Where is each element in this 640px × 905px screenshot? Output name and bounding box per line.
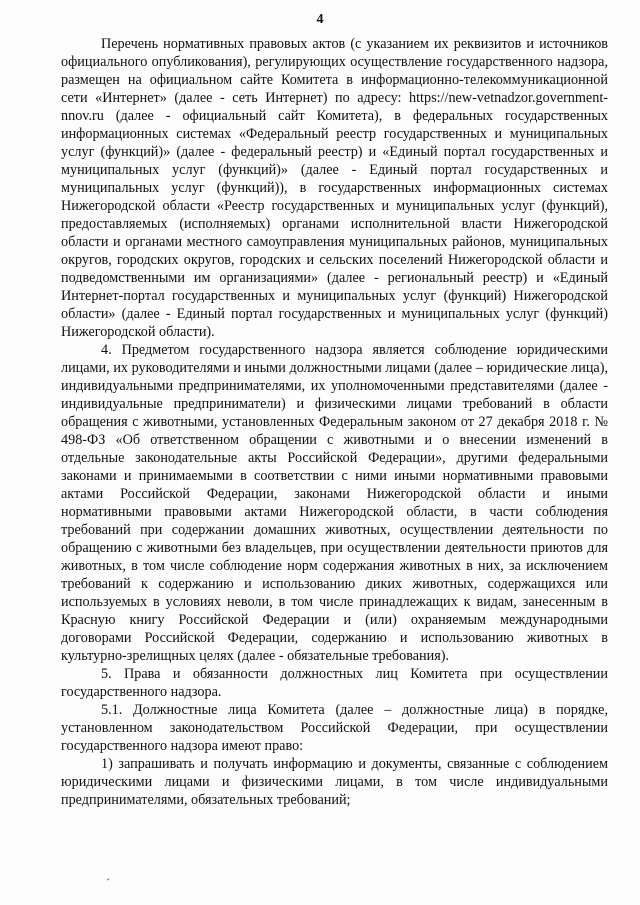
paragraph-request-information: 1) запрашивать и получать информацию и документы, связанные с соблюдением юридическими лицами и физическими лицами, в том числе индивидуальными предпринимателями, обязательных требований; — [61, 756, 608, 808]
paragraph-officials-rights: 5.1. Должностные лица Комитета (далее – должностные лица) в порядке, установленном законодательством Российской Федерации, при осуществлении государственного надзора имеют право: — [61, 702, 608, 754]
document-body — [61, 35, 608, 809]
paragraph-regulatory-acts-list: Перечень нормативных правовых актов (с указанием их реквизитов и источников официального опубликования), регулирующих осуществление государственного надзора, размещен на официальном сайте Комитета в информационно-телекоммуникационной сети «Интернет» (далее - сеть Интернет) по адресу: https://new-vetnadzor.government-nnov.ru (далее - официальный сайт Комитета), в федеральных государственных информационных системах «Федеральный реестр государственных и муниципальных услуг (функций)» (далее - федеральный реестр) и «Единый портал государственных и муниципальных услуг (функций)» (далее - Единый портал государственных и муниципальных услуг (функций)), в государственных информационных системах Нижегородской области «Реестр государственных и муниципальных услуг (функций), предоставляемых (исполняемых) органами исполнительной власти Нижегородской области и органами местного самоуправления муниципальных районов, муниципальных округов, городских округов, городских и сельских поселений Нижегородской области и подведомственными им организациями» (далее - региональный реестр) и «Единый Интернет-портал государственных и муниципальных услуг (функций) Нижегородской области» (далее - Единый портал государственных и муниципальных услуг (функций) Нижегородской области). — [61, 36, 608, 340]
page-number: 4 — [316, 12, 324, 27]
paragraph-officials-rights-heading: 5. Права и обязанности должностных лиц Комитета при осуществлении государственного надзора. — [61, 666, 608, 700]
paragraph-supervision-subject: 4. Предметом государственного надзора является соблюдение юридическими лицами, их руководителями и иными должностными лицами (далее – юридические лица), индивидуальными предпринимателями, их уполномоченными представителями (далее - индивидуальные предприниматели) и физическими лицами требований в области обращения с животными, установленных Федеральным законом от 27 декабря 2018 г. № 498-ФЗ «Об ответственном обращении с животными и о внесении изменений в отдельные законодательные акты Российской Федерации», другими федеральными законами и принимаемыми в соответствии с ними иными нормативными правовыми актами Российской Федерации, законами Нижегородской области и иными нормативными правовыми актами Нижегородской области, в части соблюдения требований при содержании домашних животных, осуществлении деятельности по обращению с животными без владельцев, при осуществлении деятельности приютов для животных, в том числе соблюдение норм содержания животных в них, за исключением требований к содержанию и использованию диких животных, содержащихся или используемых в условиях неволи, в том числе принадлежащих к видам, занесенным в Красную книгу Российской Федерации и (или) охраняемым международными договорами Российской Федерации, содержанию и использованию животных в культурно-зрелищных целях (далее - обязательные требования). — [61, 342, 608, 664]
stray-pen-mark: ´ — [106, 876, 110, 890]
